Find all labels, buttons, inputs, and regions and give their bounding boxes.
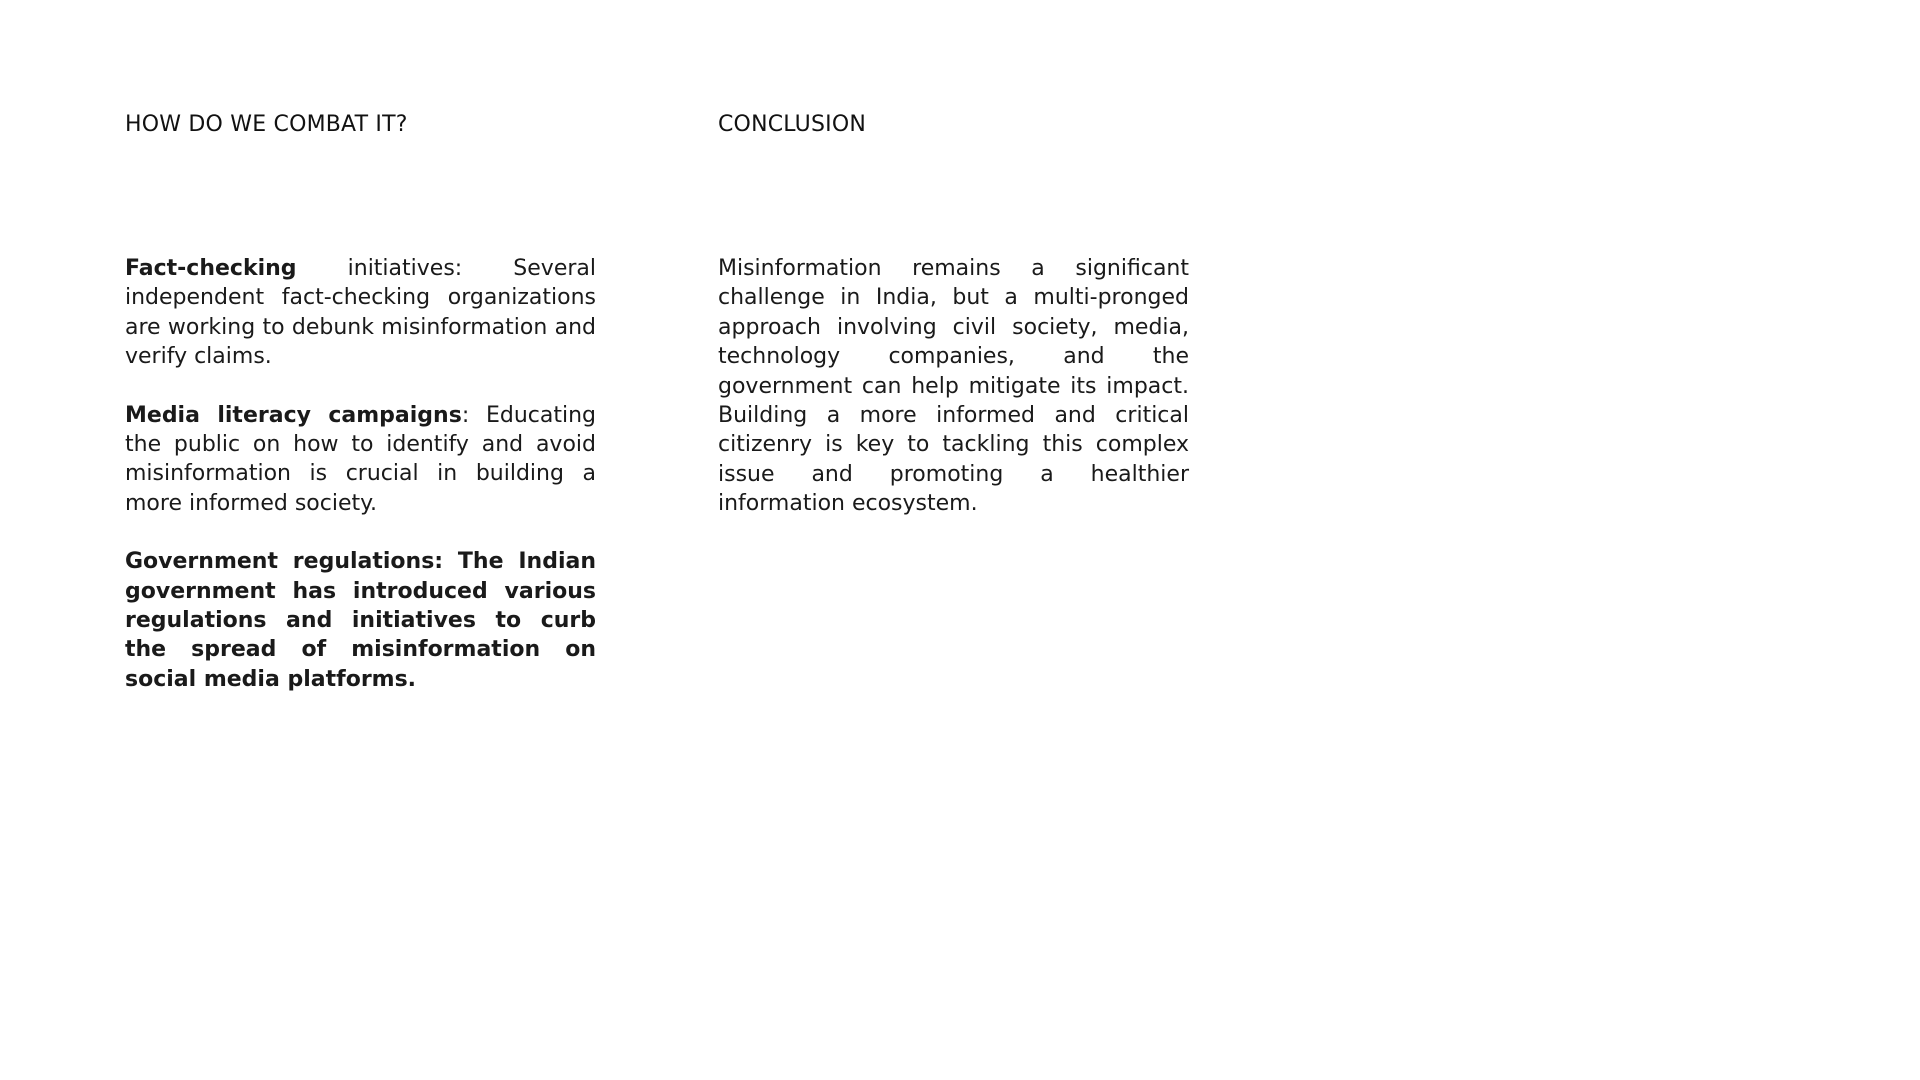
fact-checking-paragraph [125,254,596,372]
fact-checking-lead: Fact-checking [125,256,297,281]
fact-checking-text: initiatives: Several independent fact-checking organizations are working to debunk misinformation and verify claims. [125,256,596,370]
conclusion-heading: CONCLUSION [718,112,866,137]
conclusion-paragraph: Misinformation remains a significant challenge in India, but a multi-pronged approach involving civil society, media, technology companies, and the government can help mitigate its impact. Building a more informed and critical citizenry is key to tackling this complex issue and promoting a healthier information ecosystem. [718,256,1189,517]
government-regulations-paragraph: Government regulations: The Indian government has introduced various regulations and initiatives to curb the spread of misinformation on social media platforms. [125,549,596,692]
combat-body [125,254,596,723]
media-literacy-lead: Media literacy campaigns [125,402,462,428]
combat-heading: HOW DO WE COMBAT IT? [125,112,408,137]
media-literacy-paragraph [125,401,596,519]
media-literacy-text: : Educating the public on how to identify and avoid misinformation is crucial in building a more informed society. [125,402,596,516]
conclusion-body [718,254,1189,548]
